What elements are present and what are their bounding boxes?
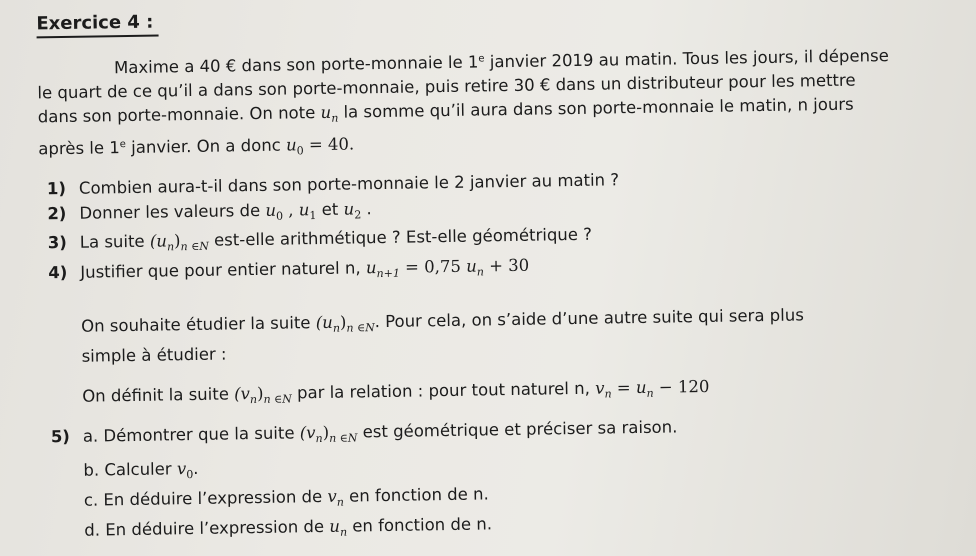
- math-definition: [594, 376, 710, 401]
- separator: et: [316, 199, 344, 220]
- question-text: b. Calculer: [83, 459, 178, 480]
- paragraph-text: . Pour cela, on s’aide d’une autre suite qui sera plus: [374, 305, 804, 332]
- math-subscript: n+1: [376, 266, 401, 281]
- question-5c: [84, 484, 489, 510]
- math-subscript: n: [339, 525, 348, 539]
- math-u2: [343, 199, 362, 222]
- math-equation: + 30: [483, 255, 530, 276]
- intro-text: après le 1: [38, 138, 120, 159]
- paragraph-text: On définit la suite: [82, 384, 235, 406]
- math-subscript: n: [336, 495, 345, 509]
- intro-text: Maxime a 40 € dans son porte-monnaie le 1: [113, 52, 479, 78]
- math-v0: [176, 459, 194, 482]
- question-text: .: [193, 458, 199, 479]
- intro-text: janvier. On a donc: [125, 135, 287, 158]
- math-subscript: n: [646, 386, 654, 400]
- math-sequence: [149, 231, 210, 254]
- math-paren: ): [339, 312, 347, 332]
- math-vn: [327, 486, 345, 509]
- math-var: v: [594, 378, 605, 398]
- math-un: [329, 516, 348, 539]
- math-u0: [285, 134, 355, 158]
- question-text: .: [361, 199, 372, 219]
- math-subscript: 0: [276, 209, 284, 223]
- paragraph-line-1: [81, 305, 804, 336]
- paragraph-line-3: [82, 377, 709, 407]
- math-equation: = 0,75: [399, 256, 467, 277]
- question-number: 5): [50, 426, 71, 447]
- question-text: en fonction de n.: [343, 484, 489, 506]
- question-5a: [51, 417, 678, 447]
- math-u-values: [265, 200, 317, 223]
- question-text: Combien aura-t-il dans son porte-monnaie le 2 janvier au matin ?: [78, 170, 620, 198]
- paragraph-line-2: simple à étudier :: [81, 344, 227, 366]
- title-underline: [37, 35, 159, 38]
- question-text: est géométrique et préciser sa raison.: [357, 417, 678, 442]
- superscript: e: [119, 139, 127, 151]
- question-text: est-elle arithmétique ? Est-elle géométrique ?: [208, 224, 593, 250]
- math-var: u: [329, 516, 341, 536]
- math-recurrence: [365, 255, 530, 281]
- exercise-title: Exercice 4 :: [36, 11, 154, 35]
- math-subscript: n: [166, 240, 175, 254]
- math-paren: ): [322, 422, 330, 442]
- math-equation: =: [611, 378, 637, 398]
- question-text: c. En déduire l’expression de: [83, 486, 328, 510]
- math-paren: ): [256, 383, 264, 404]
- paragraph-text: On souhaite étudier la suite: [80, 313, 316, 336]
- question-5d: [84, 514, 492, 540]
- math-var: (v: [233, 384, 251, 404]
- math-index: n ∈N: [180, 239, 210, 254]
- question-number: 1): [46, 178, 67, 199]
- math-var: v: [176, 459, 187, 479]
- intro-line-4: [38, 134, 354, 159]
- math-var: u: [298, 200, 310, 220]
- intro-line-2: le quart de ce qu’il a dans son porte-monnaie, puis retire 30 € dans un distributeur pour les mettre: [37, 70, 856, 103]
- math-var: u: [343, 199, 355, 219]
- question-text: d. En déduire l’expression de: [84, 516, 330, 540]
- math-index: n ∈N: [329, 431, 358, 445]
- math-subscript: n: [476, 265, 485, 279]
- question-2: [47, 199, 372, 224]
- question-number: 2): [47, 203, 67, 224]
- math-u: [320, 102, 339, 125]
- paragraph-text: par la relation : pour tout naturel n,: [291, 378, 596, 403]
- math-subscript: n: [332, 321, 341, 335]
- math-subscript: 2: [354, 208, 362, 222]
- question-text: en fonction de n.: [346, 514, 493, 536]
- math-subscript: n: [604, 387, 612, 401]
- question-5b: [83, 459, 198, 481]
- math-var: u: [285, 135, 297, 155]
- math-subscript: n: [249, 393, 258, 407]
- math-subscript: 0: [186, 468, 194, 482]
- math-var: u: [265, 200, 277, 220]
- math-subscript: 0: [296, 144, 304, 158]
- math-sequence-v: [233, 383, 292, 407]
- math-var: u: [635, 377, 647, 398]
- math-equation: = 40.: [303, 134, 355, 155]
- question-1: [47, 170, 619, 199]
- math-var: (v: [299, 423, 316, 443]
- math-subscript: n: [315, 431, 323, 446]
- intro-text: la somme qu’il aura dans son porte-monnaie le matin, n jours: [338, 94, 854, 122]
- math-var: u: [365, 258, 377, 278]
- math-subscript: 1: [309, 209, 317, 223]
- question-text: La suite: [79, 231, 151, 252]
- math-var: (u: [315, 312, 333, 333]
- superscript: e: [478, 53, 485, 65]
- math-var: (u: [149, 231, 168, 251]
- question-number: 4): [48, 262, 68, 283]
- math-sequence-v: [299, 422, 358, 446]
- question-3: [48, 225, 592, 254]
- math-var: u: [465, 256, 477, 276]
- separator: ,: [282, 200, 299, 220]
- question-number: 3): [47, 232, 67, 253]
- math-sequence: [315, 312, 375, 335]
- math-index: n ∈N: [346, 321, 375, 335]
- question-4: [48, 256, 529, 284]
- math-var: u: [320, 102, 332, 122]
- intro-text: janvier 2019 au matin. Tous les jours, il dépense: [484, 46, 889, 72]
- math-equation: − 120: [653, 376, 710, 397]
- math-paren: ): [173, 231, 181, 251]
- math-var: v: [327, 486, 337, 506]
- question-text: a. Démontrer que la suite: [82, 423, 300, 446]
- math-index: n ∈N: [263, 392, 292, 406]
- intro-text: dans son porte-monnaie. On note: [37, 102, 321, 127]
- question-text: Justifier que pour entier naturel n,: [80, 258, 367, 282]
- question-text: Donner les valeurs de: [79, 200, 266, 223]
- math-subscript: n: [331, 111, 339, 125]
